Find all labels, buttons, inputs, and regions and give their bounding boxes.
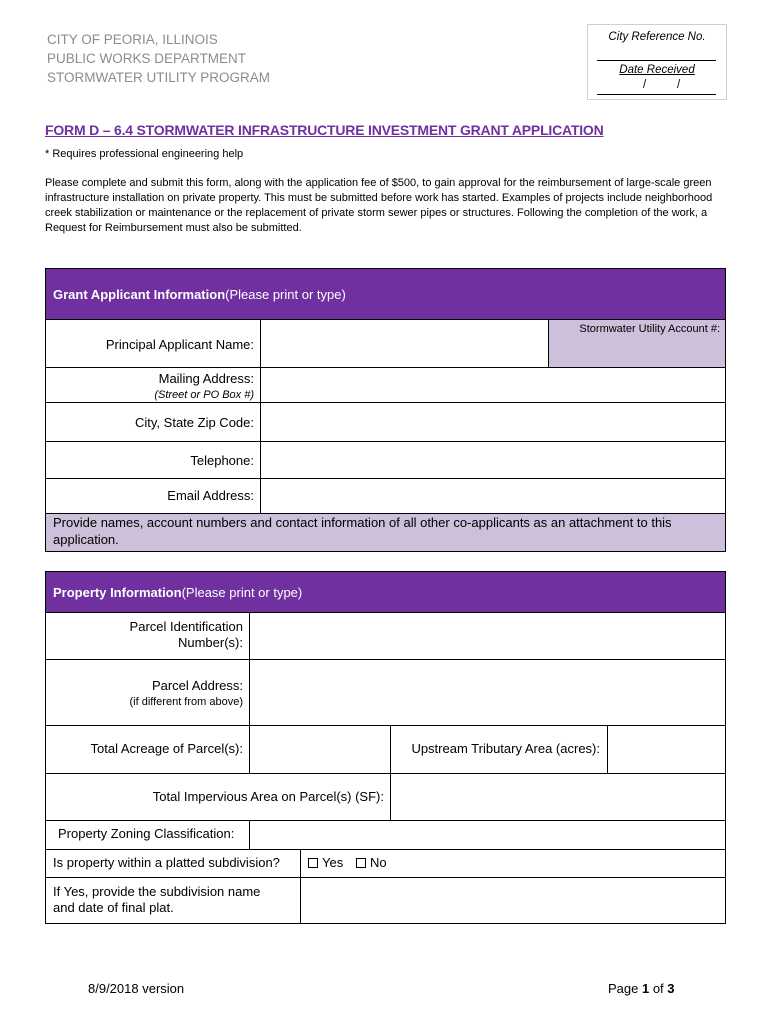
- parcel-id-label: [50, 619, 243, 651]
- date-separator: /: [643, 79, 647, 91]
- property-heading-note: (Please print or type): [181, 584, 303, 600]
- mailing-address-hint: (Street or PO Box #): [154, 389, 254, 401]
- city-reference-box: [587, 24, 727, 100]
- city-state-zip-label: City, State Zip Code:: [135, 415, 254, 430]
- impervious-area-field[interactable]: [391, 774, 725, 820]
- mailing-address-title: Mailing Address:: [158, 371, 254, 386]
- city-reference-label: City Reference No.: [608, 31, 706, 43]
- parcel-address-title: Parcel Address:: [151, 678, 243, 693]
- subdivision-name-label: [53, 884, 299, 916]
- impervious-area-label: Total Impervious Area on Parcel(s) (SF):: [152, 789, 384, 804]
- email-address-label: Email Address:: [167, 488, 254, 503]
- parcel-id-label-line2: Number(s):: [177, 635, 243, 650]
- applicant-heading: Grant Applicant Information: [53, 286, 226, 302]
- parcel-id-label-line1: Parcel Identification: [129, 619, 243, 634]
- account-number-label: Stormwater Utility Account #:: [579, 323, 720, 335]
- applicant-section-header: [46, 269, 725, 319]
- mailing-address-field[interactable]: [261, 368, 725, 402]
- footer-version: 8/9/2018 version: [88, 981, 185, 996]
- department-header: [47, 30, 270, 87]
- property-section-header: [46, 572, 725, 612]
- applicant-info-table: [45, 268, 726, 552]
- applicant-heading-note: (Please print or type): [225, 286, 346, 302]
- header-city: CITY OF PEORIA, ILLINOIS: [47, 32, 218, 47]
- co-applicant-note: Provide names, account numbers and contact information of all other co-applicants as an attachment to this application.: [53, 515, 672, 547]
- mailing-address-label: [50, 371, 254, 403]
- yes-label: Yes: [322, 855, 344, 870]
- city-reference-field[interactable]: [597, 60, 716, 61]
- parcel-id-field[interactable]: [250, 613, 725, 659]
- intro-paragraph: Please complete and submit this form, along with the application fee of $500, to gain approval for the reimbursement of large-scale green infrastructure installation on private property. This must be submitted before work has started. Examples of projects include neighborhood creek stabilization or maintenance or the replacement of private storm sewer pipes or structures. Following the completion of the work, a Request for Reimbursement must also be submitted.: [45, 177, 713, 234]
- subdivision-label-line1: If Yes, provide the subdivision name: [53, 884, 261, 899]
- total-acreage-field[interactable]: [250, 726, 390, 773]
- date-received-label: Date Received: [619, 64, 695, 76]
- city-state-zip-field[interactable]: [261, 403, 725, 441]
- no-label: No: [370, 855, 387, 870]
- telephone-label: Telephone:: [190, 453, 254, 468]
- property-info-table: [45, 571, 726, 924]
- no-checkbox[interactable]: [356, 858, 366, 868]
- date-received-field[interactable]: [597, 79, 716, 95]
- footer-page-number: [608, 981, 675, 996]
- principal-applicant-field[interactable]: [261, 320, 547, 367]
- yes-option[interactable]: [308, 855, 343, 871]
- page-prefix: Page: [608, 981, 642, 996]
- header-department: PUBLIC WORKS DEPARTMENT: [47, 51, 247, 66]
- tributary-area-field[interactable]: [608, 726, 725, 773]
- subdivision-label-line2: and date of final plat.: [53, 900, 174, 915]
- parcel-address-hint: (if different from above): [129, 696, 243, 708]
- page-total: 3: [667, 981, 675, 996]
- form-title: FORM D – 6.4 STORMWATER INFRASTRUCTURE INVESTMENT GRANT APPLICATION: [45, 122, 604, 138]
- telephone-field[interactable]: [261, 442, 725, 478]
- platted-subdivision-label: Is property within a platted subdivision?: [53, 855, 280, 870]
- parcel-address-field[interactable]: [250, 660, 725, 725]
- subdivision-name-field[interactable]: [301, 878, 725, 923]
- yes-checkbox[interactable]: [308, 858, 318, 868]
- page-current: 1: [641, 981, 650, 996]
- tributary-area-label: Upstream Tributary Area (acres):: [411, 741, 600, 756]
- page-of: of: [649, 981, 668, 996]
- no-option[interactable]: [356, 855, 387, 871]
- principal-applicant-label: Principal Applicant Name:: [105, 337, 254, 352]
- parcel-address-label: [50, 678, 243, 710]
- engineering-note: * Requires professional engineering help: [45, 148, 244, 160]
- property-heading: Property Information: [53, 584, 182, 600]
- total-acreage-label: Total Acreage of Parcel(s):: [90, 741, 243, 756]
- zoning-label: Property Zoning Classification:: [58, 826, 235, 841]
- email-address-field[interactable]: [261, 479, 725, 513]
- header-program: STORMWATER UTILITY PROGRAM: [47, 70, 271, 85]
- date-separator: /: [677, 79, 681, 91]
- zoning-field[interactable]: [250, 821, 725, 849]
